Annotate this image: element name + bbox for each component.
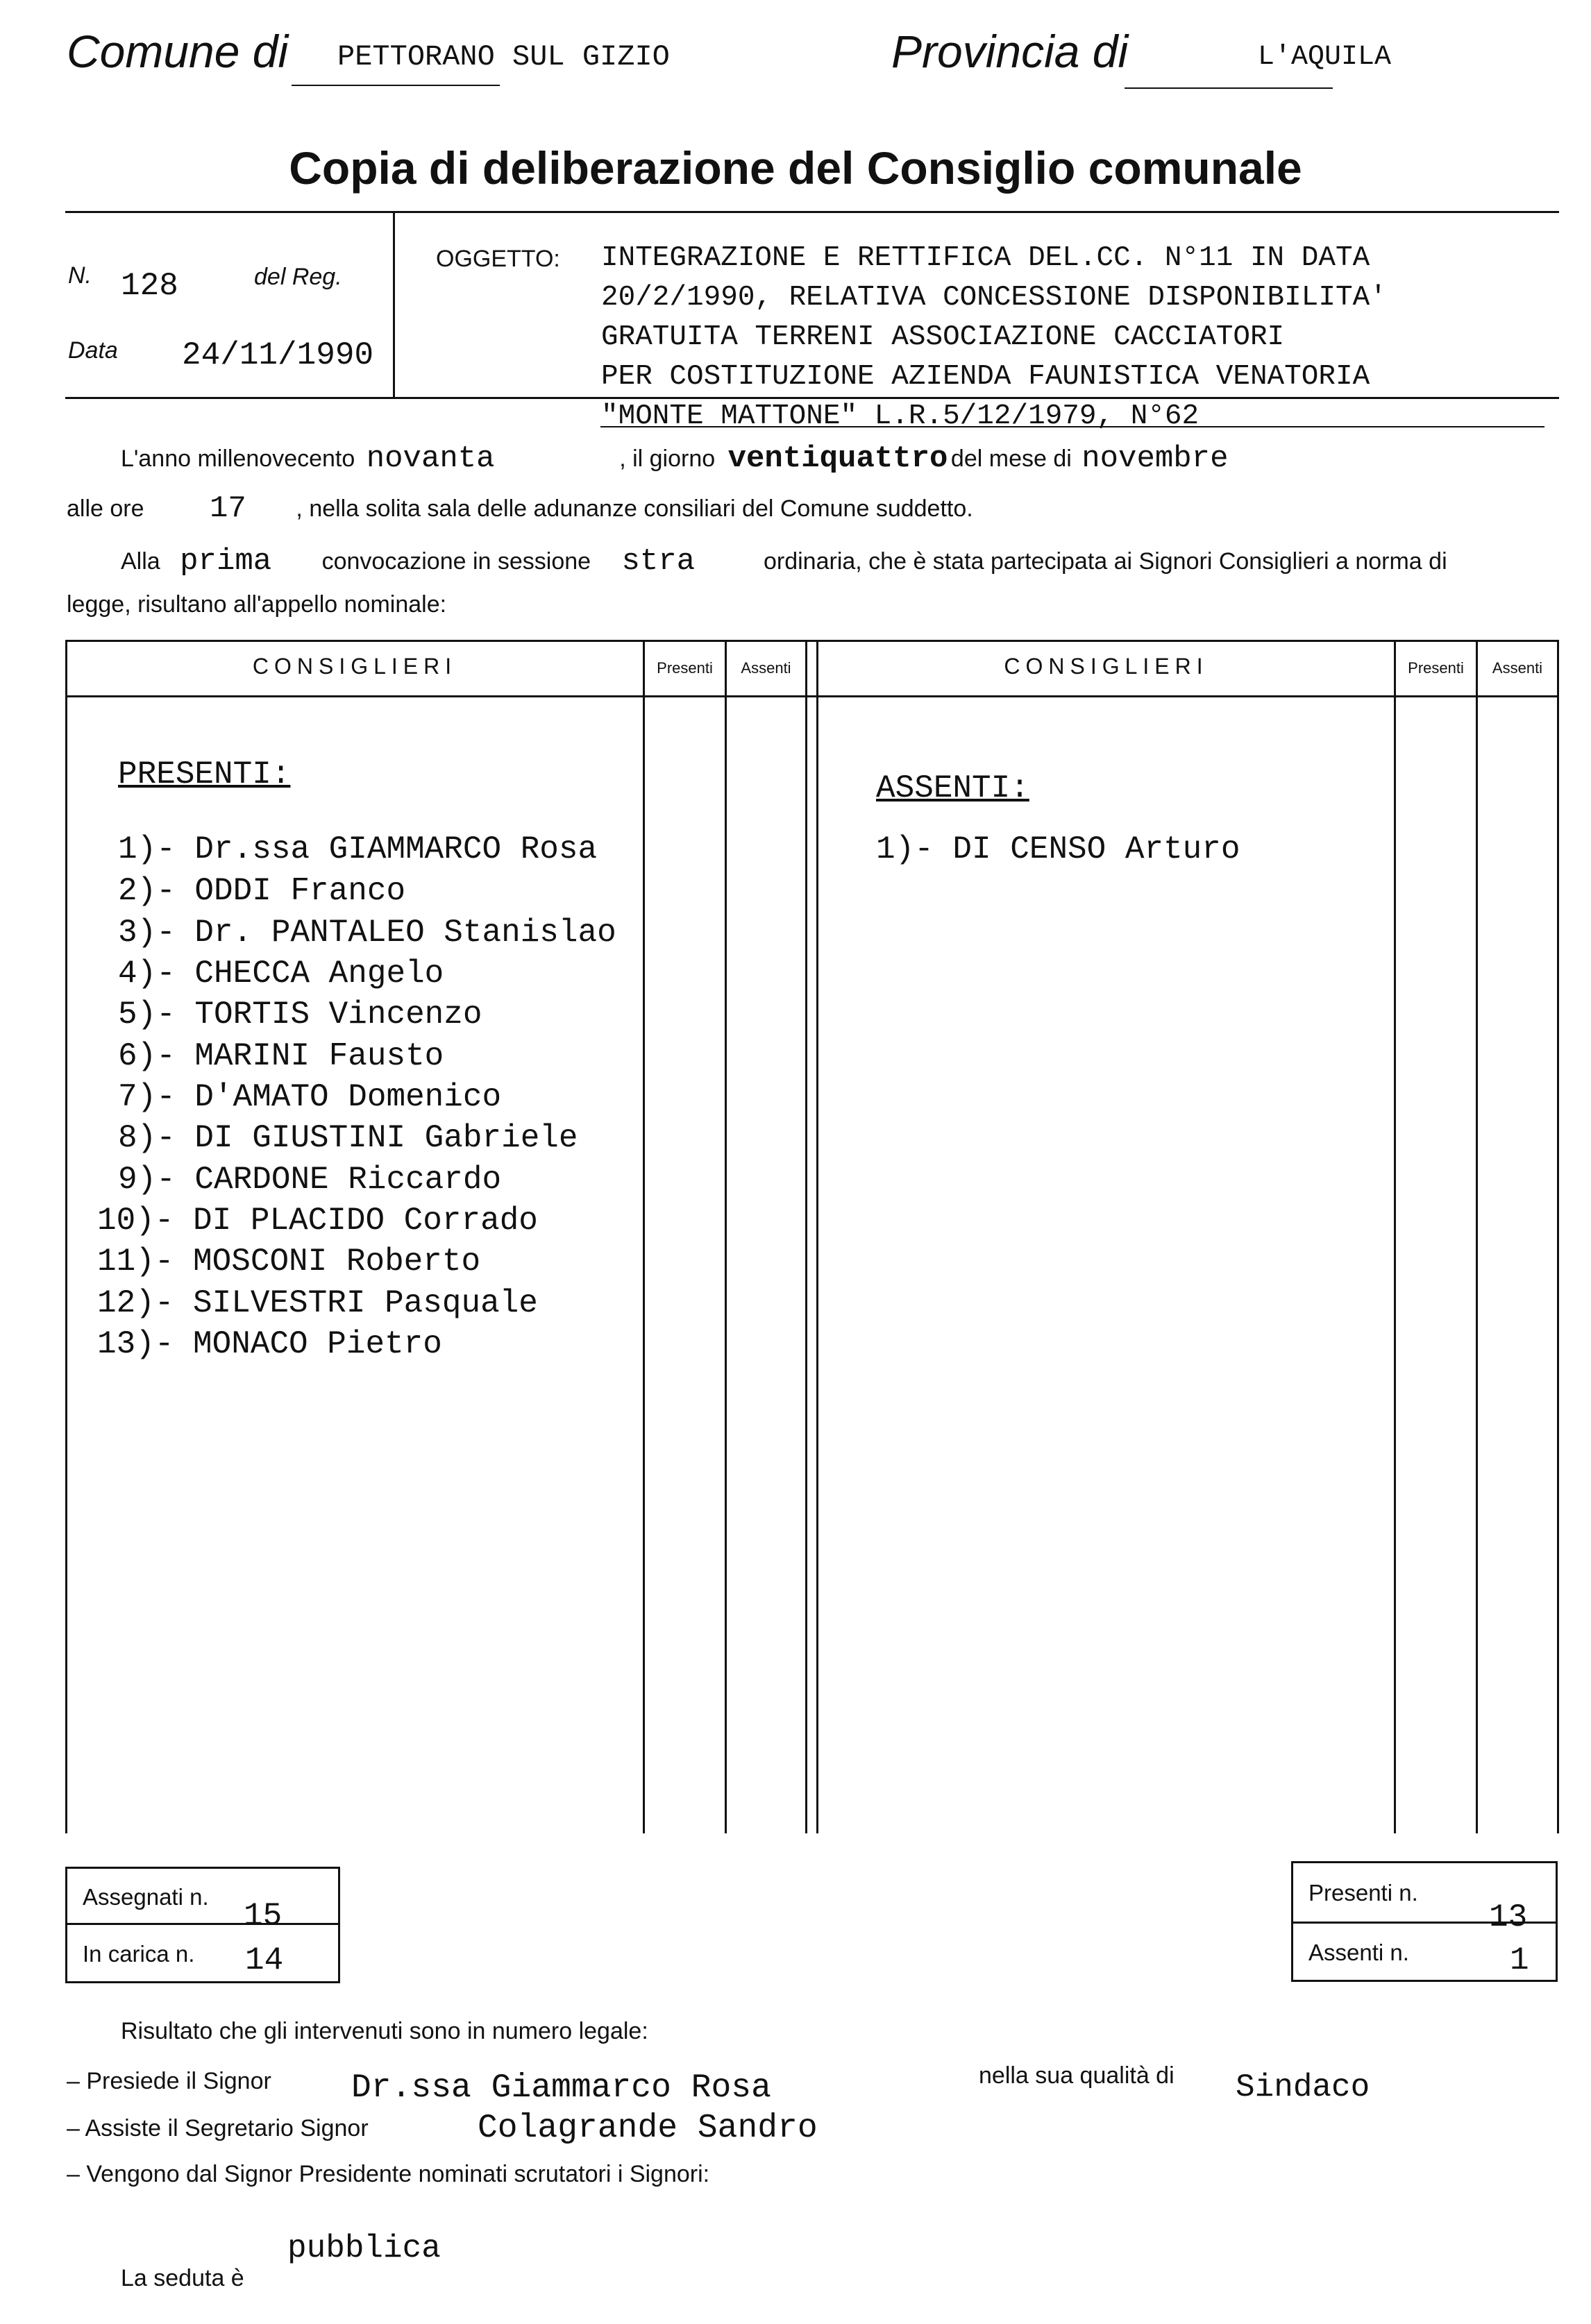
assegnati-box (65, 1867, 340, 1983)
table-left-border (65, 640, 67, 1833)
present-member: 12)- SILVESTRI Pasquale (97, 1285, 538, 1321)
oggetto-line: INTEGRAZIONE E RETTIFICA DEL.CC. N°11 IN DATA (601, 242, 1370, 274)
anno-line (121, 441, 1228, 476)
absent-member: 1)- DI CENSO Arturo (876, 831, 1240, 867)
assegnati-divider (67, 1923, 338, 1925)
table-col-divider (643, 640, 645, 1833)
mese-value: novembre (1081, 441, 1229, 476)
legge-line: legge, risultano all'appello nominale: (67, 591, 447, 618)
provincia-underline (1125, 87, 1333, 89)
presenti-value: 13 (1489, 1899, 1528, 1935)
present-heading: PRESENTI: (118, 756, 291, 792)
assenti-value: 1 (1510, 1942, 1529, 1978)
oggetto-label: OGGETTO: (436, 246, 560, 272)
ore-line (67, 491, 973, 526)
qualita-value: Sindaco (1236, 2069, 1370, 2105)
col-consiglieri-left: CONSIGLIERI (252, 654, 457, 679)
ore-label: alle ore (67, 495, 144, 522)
comune-value: PETTORANO SUL GIZIO (337, 40, 670, 74)
comune-underline (292, 85, 500, 86)
giorno-label: , il giorno (619, 446, 716, 472)
in-carica-value: 14 (245, 1942, 284, 1978)
col-consiglieri-right: CONSIGLIERI (1004, 654, 1209, 679)
in-carica-label: In carica n. (83, 1941, 195, 1967)
assiste-label: – Assiste il Segretario Signor (67, 2115, 369, 2141)
table-col-divider (1394, 640, 1396, 1833)
registry-top-rule (65, 211, 1559, 213)
number-value: 128 (121, 268, 178, 304)
oggetto-line: "MONTE MATTONE" L.R.5/12/1979, N°62 (601, 400, 1199, 432)
reg-label: del Reg. (254, 264, 342, 290)
sessione-tail: ordinaria, che è stata partecipata ai Signori Consiglieri a norma di (763, 548, 1447, 575)
table-top-rule (65, 640, 1559, 642)
present-member: 1)- Dr.ssa GIAMMARCO Rosa (118, 831, 598, 867)
seduta-label: La seduta è (121, 2265, 244, 2291)
document-title: Copia di deliberazione del Consiglio comunale (289, 142, 1302, 194)
presiede-value: Dr.ssa Giammarco Rosa (351, 2069, 771, 2107)
assenti-label: Assenti n. (1308, 1940, 1409, 1965)
present-member: 11)- MOSCONI Roberto (97, 1244, 481, 1280)
table-col-divider (725, 640, 727, 1833)
table-center-divider (816, 640, 818, 1833)
assegnati-label: Assegnati n. (83, 1884, 209, 1910)
presenti-label: Presenti n. (1308, 1880, 1418, 1906)
ore-tail: , nella solita sala delle adunanze consiliari del Comune suddetto. (296, 495, 973, 522)
present-member: 4)- CHECCA Angelo (118, 956, 444, 992)
mese-label: del mese di (950, 446, 1072, 472)
table-center-divider (805, 640, 807, 1833)
convocazione-value: prima (180, 544, 272, 579)
convocazione-line (121, 544, 1447, 579)
assiste-value: Colagrande Sandro (478, 2110, 818, 2147)
ore-value: 17 (209, 491, 246, 526)
present-member: 8)- DI GIUSTINI Gabriele (118, 1120, 578, 1156)
table-col-divider (1476, 640, 1478, 1833)
table-header-rule (65, 695, 1559, 697)
date-value: 24/11/1990 (182, 337, 374, 373)
present-member: 6)- MARINI Fausto (118, 1038, 444, 1074)
scrutatori-line: – Vengono dal Signor Presidente nominati scrutatori i Signori: (67, 2161, 710, 2187)
present-member: 2)- ODDI Franco (118, 873, 406, 909)
number-label: N. (68, 262, 92, 289)
oggetto-text (601, 239, 1387, 436)
presiede-label: – Presiede il Signor (67, 2068, 271, 2094)
qualita-label: nella sua qualità di (979, 2062, 1175, 2089)
date-label: Data (68, 337, 118, 364)
oggetto-line: GRATUITA TERRENI ASSOCIAZIONE CACCIATORI (601, 321, 1285, 353)
sessione-value: stra (621, 544, 696, 579)
presenti-box (1291, 1861, 1558, 1982)
present-member: 7)- D'AMATO Domenico (118, 1079, 502, 1115)
present-member: 13)- MONACO Pietro (97, 1326, 442, 1362)
absent-heading: ASSENTI: (876, 770, 1029, 806)
provincia-value: L'AQUILA (1258, 42, 1392, 73)
seduta-value: pubblica (287, 2230, 441, 2266)
comune-label: Comune di (67, 26, 289, 77)
present-member: 3)- Dr. PANTALEO Stanislao (118, 915, 616, 951)
alla-label: Alla (121, 548, 160, 575)
col-presenti-left: Presenti (657, 659, 713, 677)
provincia-label: Provincia di (891, 26, 1129, 77)
registry-divider (393, 211, 395, 397)
col-presenti-right: Presenti (1408, 659, 1464, 677)
col-assenti-right: Assenti (1492, 659, 1543, 677)
table-right-border (1557, 640, 1559, 1833)
oggetto-line: PER COSTITUZIONE AZIENDA FAUNISTICA VENATORIA (601, 361, 1370, 393)
giorno-value: ventiquattro (727, 441, 948, 476)
present-member: 9)- CARDONE Riccardo (118, 1162, 502, 1198)
anno-value: novanta (366, 441, 495, 476)
convocazione-label: convocazione in sessione (321, 548, 591, 575)
assegnati-value: 15 (244, 1898, 283, 1934)
col-assenti-left: Assenti (741, 659, 791, 677)
risultato-line: Risultato che gli intervenuti sono in numero legale: (121, 2018, 648, 2044)
anno-label: L'anno millenovecento (121, 446, 355, 472)
present-member: 5)- TORTIS Vincenzo (118, 996, 482, 1033)
present-member: 10)- DI PLACIDO Corrado (97, 1203, 538, 1239)
oggetto-line: 20/2/1990, RELATIVA CONCESSIONE DISPONIBILITA' (601, 282, 1387, 314)
